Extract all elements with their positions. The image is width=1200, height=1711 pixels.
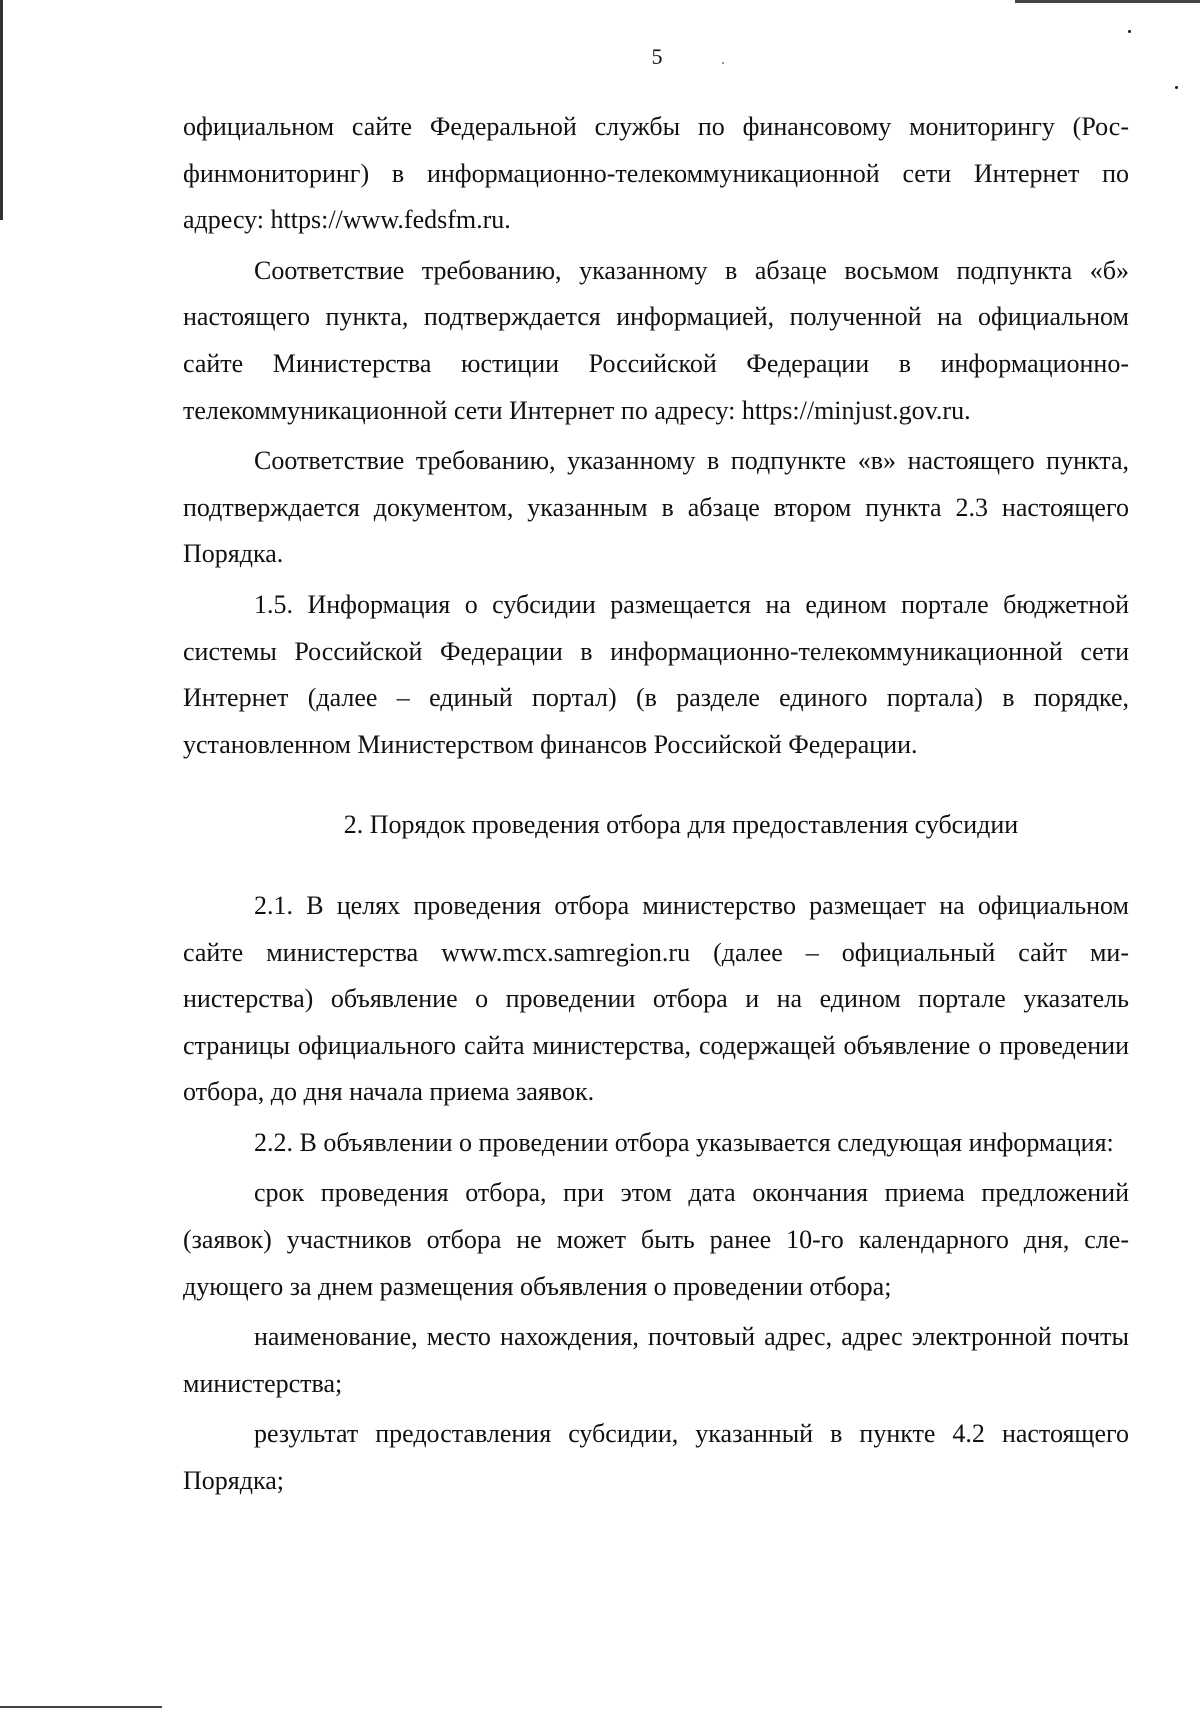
paragraph: 2.2. В объявлении о проведении отбора указывается следующая информация: [254, 1127, 1114, 1157]
section-heading: 2. Порядок проведения отбора для предоставления субсидии [343, 810, 1019, 840]
paragraph: 1.5. Информация о субсидии размещается на едином портале бюджетной системы Российской Федерации в информационно-телекоммуникационной сети Интернет (далее – единый портал) (в разделе единого портала) в порядке, установленном Министерством финансов Российской Федерации. [183, 589, 1129, 759]
paragraph: 2.1. В целях проведения отбора министерство размещает на официальном сайте министерства www.mcx.samregion.ru (далее – официальный сайт министерства) объявление о проведении отбора и на едином портале указатель страницы официального сайта министерства, содержащей объявление о проведении отбора, до дня начала приема заявок. [183, 890, 1129, 1107]
scan-speck [1175, 86, 1178, 89]
paragraph: Соответствие требованию, указанному в подпункте «в» настоящего пункта, подтверждается документом, указанным в абзаце втором пункта 2.3 настоящего Порядка. [183, 446, 1129, 569]
list-paragraph: наименование, место нахождения, почтовый адрес, адрес электронной почты министерства; [183, 1322, 1129, 1398]
paragraph-continuation: официальном сайте Федеральной службы по финансовому мониторингу (Росфинмониторинг) в информационно-телекоммуникационной сети Интернет по адресу: https://www.fedsfm.ru. [183, 112, 1129, 235]
list-paragraph: срок проведения отбора, при этом дата окончания приема предложений (заявок) участников отбора не может быть ранее 10-го календарного дня, следующего за днем размещения объявления о проведении отбора; [183, 1178, 1129, 1301]
scan-edge-mark-top [1015, 0, 1200, 3]
scan-edge-mark-left [0, 0, 3, 220]
scan-edge-mark-bottom [0, 1706, 162, 1708]
document-body [183, 104, 1129, 1509]
paragraph: Соответствие требованию, указанному в абзаце восьмом подпункта «б» настоящего пункта, подтверждается информацией, полученной на официальном сайте Министерства юстиции Российской Федерации в информационно-телекоммуникационной сети Интернет по адресу: https://minjust.gov.ru. [183, 255, 1129, 425]
list-paragraph: результат предоставления субсидии, указанный в пункте 4.2 настоящего Порядка; [183, 1419, 1129, 1496]
scan-speck [1128, 30, 1131, 33]
page-number: 5 [651, 44, 663, 69]
